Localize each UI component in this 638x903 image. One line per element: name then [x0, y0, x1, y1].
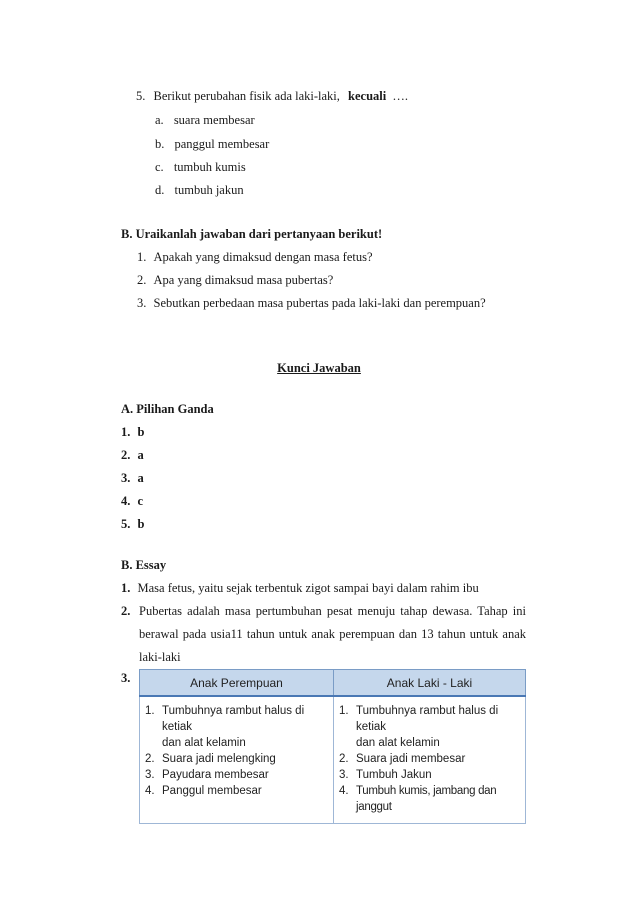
table-header-male: Anak Laki - Laki: [334, 670, 526, 697]
female-list-cell: [140, 696, 334, 824]
list-item-continuation: dan alat kelamin: [356, 737, 440, 749]
question-number: 1.: [137, 250, 147, 264]
list-item: 1. Tumbuhnya rambut halus di ketiak: [339, 705, 499, 733]
essay-answer-2-number: 2.: [121, 604, 131, 618]
puberty-comparison-table: [139, 669, 526, 824]
option-text: tumbuh kumis: [173, 160, 246, 174]
essay-heading: B. Essay: [121, 558, 167, 572]
answer-number: 2.: [121, 448, 131, 462]
answer-number: 4.: [121, 494, 131, 508]
question-number: 3.: [137, 296, 147, 310]
question-emphasis: kecuali: [348, 89, 387, 103]
option-text: panggul membesar: [174, 137, 270, 151]
multiple-choice-heading: A. Pilihan Ganda: [121, 402, 214, 416]
list-item: 4. Panggul membesar: [145, 785, 262, 797]
option-letter: a.: [155, 113, 164, 127]
option-letter: c.: [155, 160, 164, 174]
mc-answer-3: [121, 471, 144, 486]
mc-answer-2: [121, 448, 144, 463]
list-item: 3. Payudara membesar: [145, 769, 269, 781]
answer-letter: b: [137, 517, 145, 531]
essay-answer-1: [121, 581, 479, 596]
section-b-heading: B. Uraikanlah jawaban dari pertanyaan berikut!: [121, 227, 383, 241]
list-item: 2. Suara jadi melengking: [145, 753, 276, 765]
answer-letter: a: [137, 448, 144, 462]
answer-number: 5.: [121, 517, 131, 531]
essay-question-1: [137, 250, 373, 265]
mc-answer-4: [121, 494, 143, 509]
essay-answer-2-line3: laki-laki: [139, 650, 181, 664]
option-text: suara membesar: [173, 113, 255, 127]
essay-question-3: [137, 296, 486, 311]
option-d: [155, 183, 244, 198]
essay-answer-3-number: 3.: [121, 671, 131, 685]
question-text: Berikut perubahan fisik ada laki-laki,: [153, 89, 340, 103]
answer-text: Masa fetus, yaitu sejak terbentuk zigot sampai bayi dalam rahim ibu: [137, 581, 479, 595]
option-letter: d.: [155, 183, 165, 197]
question-ellipsis: ….: [392, 89, 408, 103]
question-text: Apakah yang dimaksud dengan masa fetus?: [153, 250, 373, 264]
answer-number: 3.: [121, 471, 131, 485]
option-text: tumbuh jakun: [174, 183, 244, 197]
list-item: 1. Tumbuhnya rambut halus di ketiak: [145, 705, 305, 733]
question-text: Apa yang dimaksud masa pubertas?: [153, 273, 334, 287]
option-c: [155, 160, 246, 175]
option-letter: b.: [155, 137, 165, 151]
list-item: 3. Tumbuh Jakun: [339, 769, 432, 781]
question-text: Sebutkan perbedaan masa pubertas pada laki-laki dan perempuan?: [153, 296, 486, 310]
answer-key-title: Kunci Jawaban: [277, 361, 361, 375]
option-a: [155, 113, 255, 128]
answer-letter: c: [137, 494, 144, 508]
answer-letter: b: [137, 425, 145, 439]
answer-number: 1.: [121, 581, 131, 595]
mc-answer-5: [121, 517, 144, 532]
essay-answer-2-line2: berawal pada usia11 tahun untuk anak perempuan dan 13 tahun untuk anak: [139, 627, 526, 641]
essay-question-2: [137, 273, 333, 288]
question-number: 5.: [136, 89, 146, 103]
answer-letter: a: [137, 471, 144, 485]
male-list-cell: [334, 696, 526, 824]
question-5: [136, 89, 408, 104]
list-item: 2. Suara jadi membesar: [339, 753, 466, 765]
essay-answer-2-line1: Pubertas adalah masa pertumbuhan pesat menuju tahap dewasa. Tahap ini: [139, 604, 526, 618]
mc-answer-1: [121, 425, 144, 440]
option-b: [155, 137, 269, 152]
list-item: 4. Tumbuh kumis, jambang dan janggut: [339, 785, 497, 813]
table-header-female: Anak Perempuan: [140, 670, 334, 697]
answer-number: 1.: [121, 425, 131, 439]
question-number: 2.: [137, 273, 147, 287]
list-item-continuation: dan alat kelamin: [162, 737, 246, 749]
